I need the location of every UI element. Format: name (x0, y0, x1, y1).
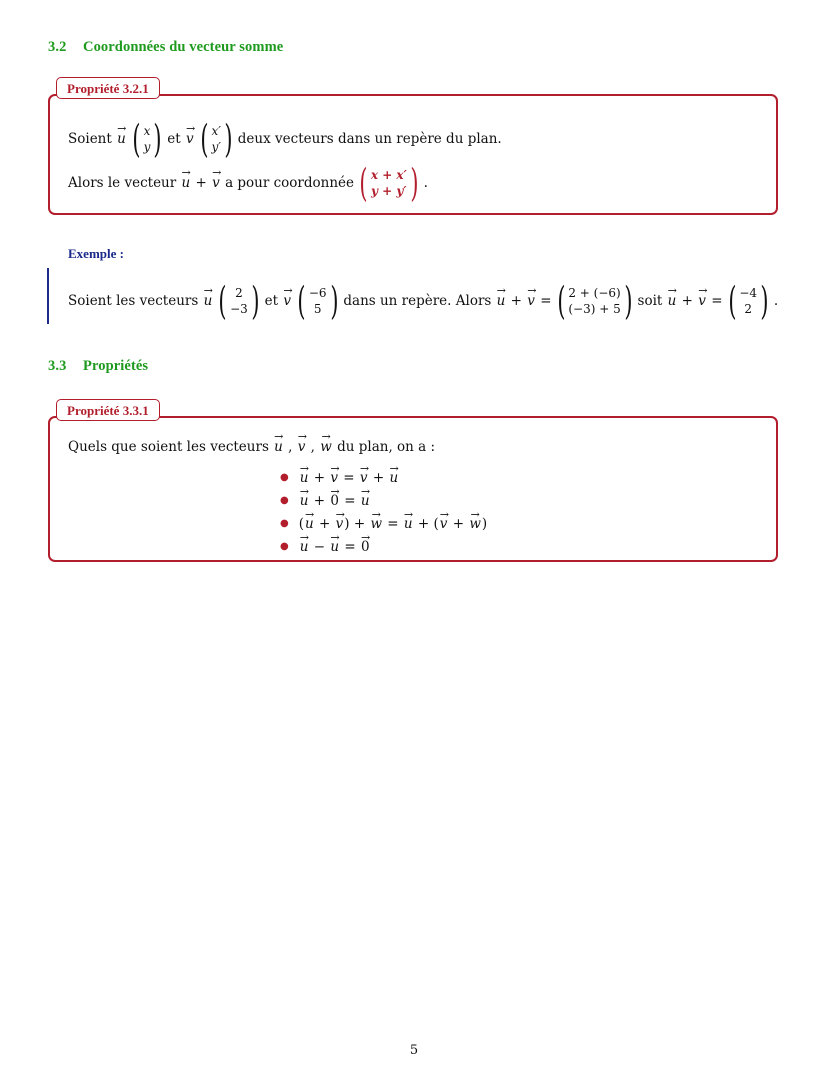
list-item: ● → u + → v = → v + → u (280, 466, 487, 489)
example-coords-u: ( 2 −3 ) (218, 279, 260, 323)
bullet-icon: ● (280, 494, 289, 506)
vector-v: → v (186, 131, 194, 147)
vector-u: → u (117, 131, 126, 147)
bullet-icon: ● (280, 540, 289, 552)
list-item: ● ( → u + → v ) + → w = → u + ( → v + → w ) (280, 512, 487, 535)
property-tag-3-3-1: Propriété 3.3.1 (56, 399, 160, 421)
section-title-3-3: 3.3 Propriétés (48, 358, 149, 374)
properties-list (280, 466, 487, 558)
list-item: ● → u − → u = → 0 (280, 535, 487, 558)
property2-intro: Quels que soient les vecteurs → u , → v , → w du plan, on a : (68, 436, 435, 458)
coords-sum: ( x + x′ y + y′ ) (359, 161, 419, 205)
example-coords-result: ( −4 2 ) (727, 279, 769, 323)
section-title-3-2: 3.2 Coordonnées du vecteur somme (48, 39, 284, 55)
list-item: ● → u + → 0 = → u (280, 489, 487, 512)
example-coords-sum: ( 2 + (−6) (−3) + 5 ) (556, 279, 633, 323)
example-bar (47, 268, 49, 324)
example-label: Exemple : (68, 246, 124, 261)
property-line-2: Alors le vecteur → u + → v a pour coordonnée ( x + x′ y + y′ ) . (68, 161, 428, 205)
bullet-icon: ● (280, 471, 289, 483)
property-line-1: Soient → u ( x y ) et → v ( x′ y′ ) deux vecteurs dans un repère du plan. (68, 118, 502, 160)
bullet-icon: ● (280, 517, 289, 529)
page-number: 5 (409, 1043, 419, 1058)
example-line: Soient les vecteurs → u ( 2 −3 ) et → v ( −6 5 ) dans un repère. Alors → u + → v = ( 2 + (−6) (−3) + 5 ) soit → u + → v = ( −4 2 ) . (68, 279, 778, 323)
coords-v: ( x′ y′ ) (199, 117, 233, 161)
coords-u: ( x y ) (132, 117, 162, 161)
property-tag-3-2-1: Propriété 3.2.1 (56, 77, 160, 99)
example-coords-v: ( −6 5 ) (297, 279, 339, 323)
